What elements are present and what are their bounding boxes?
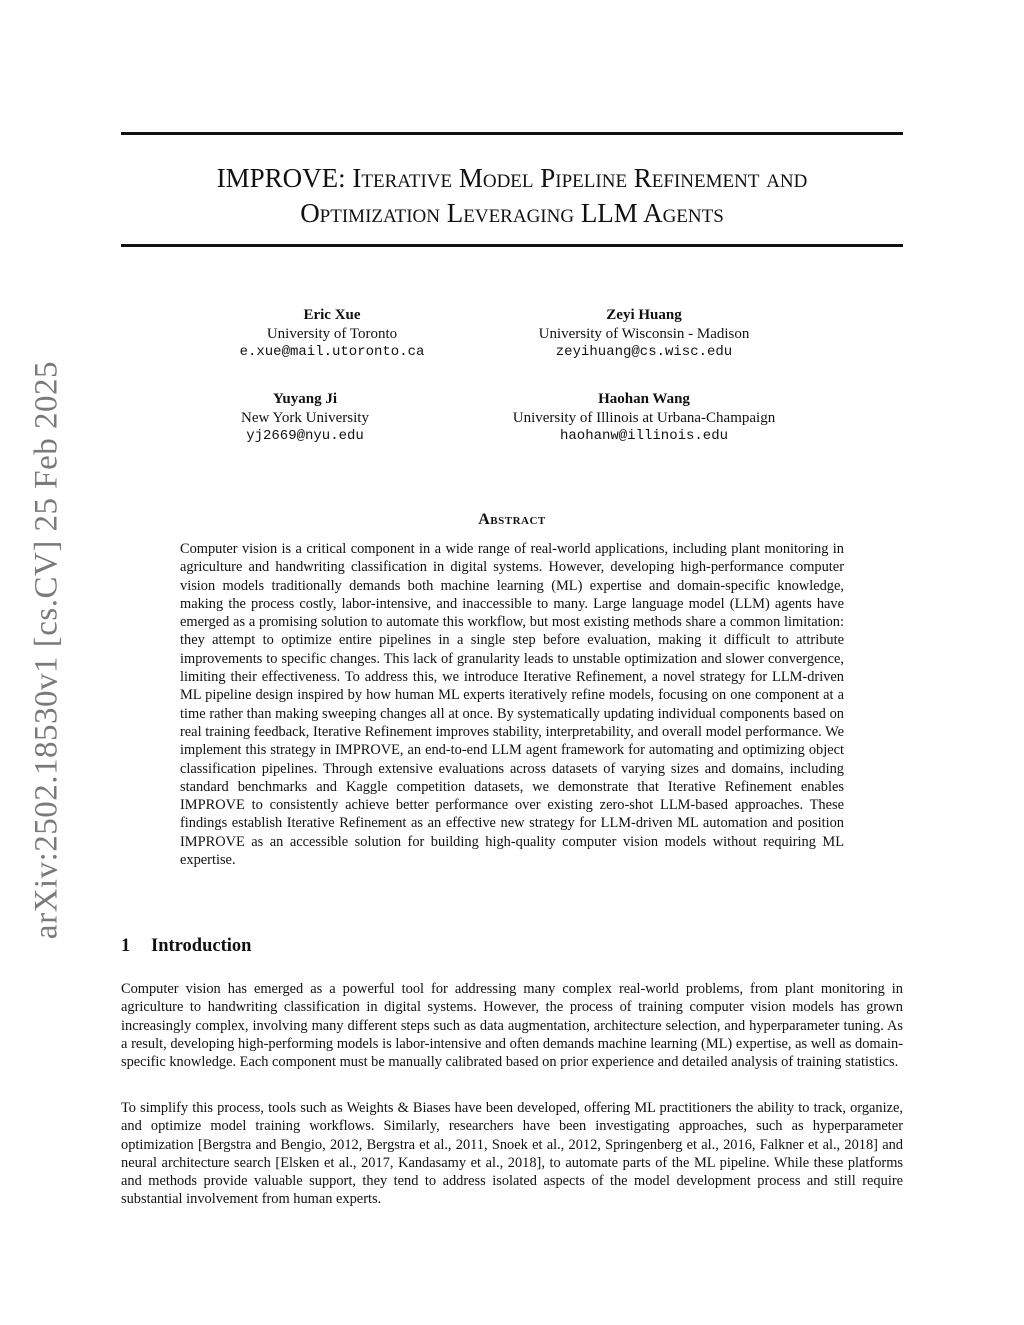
author-email[interactable]: zeyihuang@cs.wisc.edu: [555, 344, 733, 360]
author-name: Zeyi Huang: [606, 307, 682, 323]
paper-title: [121, 161, 903, 231]
author-name: Yuyang Ji: [272, 391, 338, 407]
intro-paragraph: Computer vision has emerged as a powerful tool for addressing many complex real-world problems, from plant monitoring in agriculture to handwriting classification in digital systems. However, the process of training computer vision models has grown increasingly complex, involving many different steps such as data augmentation, architecture selection, and hyperparameter tuning. As a result, developing high-performing models is labor-intensive and often demands machine learning (ML) expertise, as well as domain-specific knowledge. Each component must be manually calibrated based on prior experience and detailed analysis of training statistics.: [121, 981, 903, 1071]
arxiv-identifier-stamp: arXiv:2502.18530v1 [cs.CV] 25 Feb 2025: [28, 360, 65, 940]
title-line-1: [121, 161, 903, 196]
author-block: [125, 390, 485, 446]
intro-paragraph: To simplify this process, tools such as Weights & Biases have been developed, offering ML practitioners the ability to track, organize, and optimize model training workflows. Similarly, researchers have been investigating approaches, such as hyperparameter optimization [Bergstra and Bengio, 2012, Bergstra et al., 2011, Snoek et al., 2012, Springenberg et al., 2016, Falkner et al., 2018] and neural architecture search [Elsken et al., 2017, Kandasamy et al., 2018], to automate parts of the ML pipeline. While these platforms and methods provide valuable support, they tend to address isolated aspects of the model development process and still require substantial involvement from human experts.: [121, 1100, 903, 1208]
section-heading-introduction: [121, 936, 251, 957]
title-line-1-text: Iterative Model Pipeline Refinement and: [352, 163, 808, 193]
author-block: [464, 306, 824, 362]
section-number: 1: [121, 936, 131, 956]
title-bottom-rule: [121, 244, 903, 247]
author-email[interactable]: haohanw@illinois.edu: [559, 428, 729, 444]
section-title: Introduction: [151, 936, 252, 956]
author-affiliation: University of Illinois at Urbana-Champaign: [512, 409, 776, 426]
title-top-rule: [121, 132, 903, 135]
author-email[interactable]: e.xue@mail.utoronto.ca: [239, 344, 425, 360]
author-block: [464, 390, 824, 446]
author-affiliation: University of Wisconsin - Madison: [538, 325, 750, 342]
title-acronym: IMPROVE:: [216, 163, 353, 193]
author-affiliation: New York University: [241, 409, 369, 426]
author-affiliation: University of Toronto: [266, 325, 398, 342]
author-name: Eric Xue: [303, 307, 361, 323]
abstract-text: Computer vision is a critical component in a wide range of real-world applications, including plant monitoring in agriculture and handwriting classification in digital systems. However, developing high-performance computer vision models traditionally demands both machine learning (ML) expertise and domain-specific knowledge, making the process costly, labor-intensive, and inaccessible to many. Large language model (LLM) agents have emerged as a promising solution to automate this workflow, but most existing methods share a common limitation: they attempt to optimize entire pipelines in a single step before evaluation, making it difficult to attribute improvements to specific changes. This lack of granularity leads to unstable optimization and slower convergence, limiting their effectiveness. To address this, we introduce Iterative Refinement, a novel strategy for LLM-driven ML pipeline design inspired by how human ML experts iteratively refine models, focusing on one component at a time rather than making sweeping changes all at once. By systematically updating individual components based on real training feedback, Iterative Refinement improves stability, interpretability, and overall model performance. We implement this strategy in IMPROVE, an end-to-end LLM agent framework for automating and optimizing object classification pipelines. Through extensive evaluations across datasets of varying sizes and domains, including standard benchmarks and Kaggle competition datasets, we demonstrate that Iterative Refinement enables IMPROVE to consistently achieve better performance over existing zero-shot LLM-based approaches. These findings establish Iterative Refinement as an effective new strategy for LLM-driven ML automation and position IMPROVE as an accessible solution for building high-quality computer vision models without requiring ML expertise.: [180, 541, 844, 869]
title-line-2: Optimization Leveraging LLM Agents: [300, 198, 724, 228]
author-email[interactable]: yj2669@nyu.edu: [246, 428, 364, 444]
author-name: Haohan Wang: [598, 391, 690, 407]
author-block: [152, 306, 512, 362]
abstract-heading: Abstract: [478, 511, 546, 528]
